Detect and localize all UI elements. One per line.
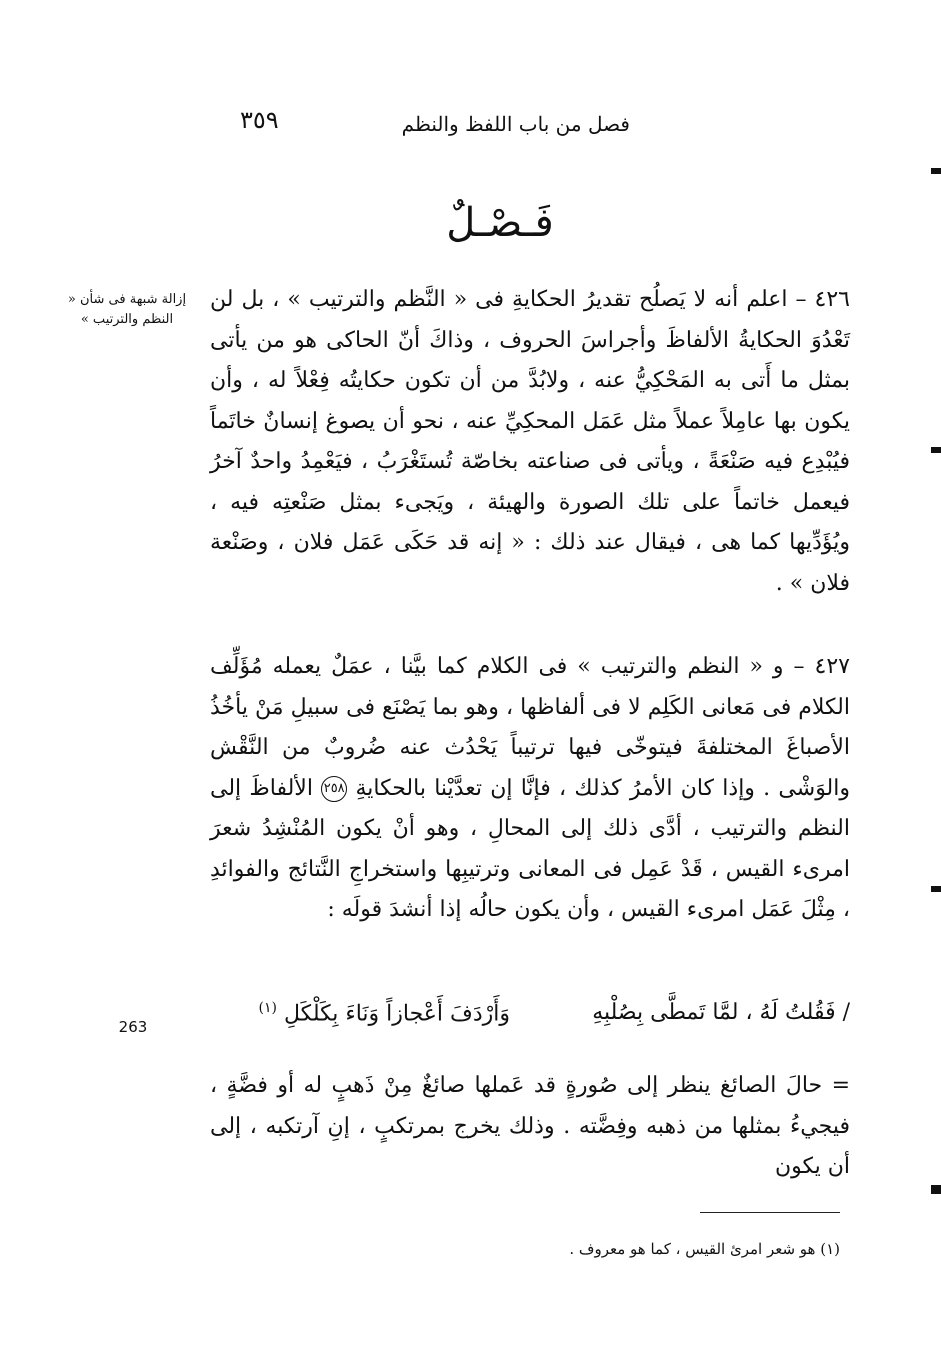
paragraph-text-a: ٤٢٧ – و « النظم والترتيب » فى الكلام كما بيَّنا ، عمَلٌ يعمله مُؤَلِّف الكلام فى مَعانى الكَلِم لا فى ألفاظها ، وهو بما يَصْنَع فى سبيلِ مَنْ يأخُذُ الأصباغَ المختلفةَ فيتوخّى فيها ترتيباً يَحْدُث عنه ضُروبٌ من النَّقْش والوَشْى . وإذا كان الأمرُ كذلك ، فإنَّا إن تعدَّيْنا بالحكايةِ bbox=[210, 654, 850, 801]
continuation-paragraph bbox=[210, 1066, 850, 1188]
paragraph-text-part-1 bbox=[210, 647, 850, 931]
paragraph-text: ٤٢٦ – اعلم أنه لا يَصلُح تقديرُ الحكايةِ فى « النَّظم والترتيب » ، بل لن تَعْدُوَ الحكايةُ الألفاظَ وأجراسَ الحروف ، وذاكَ أنّ الحاكى هو من يأتى بمثل ما أَتى به المَحْكِيُّ عنه ، ولابُدَّ من أن تكون حكايتُه فِعْلاً له ، وأن يكون بها عامِلاً عملاً مثل عَمَل المحكِيِّ عنه ، نحو أن يصوغ إنسانٌ خاتَماً فيُبْدِع فيه صَنْعَةً ، ويأتى فى صناعته بخاصّة تُستَغْرَبُ ، فيَعْمِدُ واحدٌ آخرُ فيعمل خاتماً على تلك الصورة والهيئة ، ويَجىء بمثل صَنْعتِه فيه ، ويُؤَدِّيها كما هى ، فيقال عند ذلك : « إنه قد حَكَى عَمَل فلان ، وصَنْعة فلان » . bbox=[210, 287, 850, 596]
verse-hemistich-2: وَأَرْدَفَ أَعْجازاً وَنَاءَ بِكَلْكَلِ bbox=[284, 1001, 510, 1027]
verse-hemistich-2-group bbox=[259, 1000, 510, 1026]
running-header-title: فصل من باب اللفظ والنظم bbox=[401, 112, 630, 136]
paragraph-427 bbox=[210, 647, 850, 931]
edge-mark bbox=[931, 1185, 941, 1194]
original-page-marker: ٢٥٨ bbox=[321, 776, 347, 802]
footnote: (١) هو شعر امرئ القيس ، كما هو معروف . bbox=[569, 1240, 840, 1258]
page-number: ٣٥٩ bbox=[240, 106, 279, 134]
margin-note: إزالة شبهة فى شأن « النظم والترتيب » bbox=[67, 292, 187, 327]
paragraph-text-b: الألفاظَ إلى النظم والترتيب ، أدَّى ذلك إلى المحالِ ، وهو أنْ يكون المُنْشِدُ شعرَ امرىء القيس ، قَدْ عَمِل فى المعانى وترتيبِها واستخراجِ النَّتائج والفوائدِ ، مِثْلَ عَمَل امرىء القيس ، وأن يكون حالُه إذا أنشدَ قولَه : bbox=[210, 775, 850, 922]
footnote-reference: (١) bbox=[258, 1000, 278, 1016]
verse-hemistich-1: / فَقُلتُ لَهُ ، لمَّا تَمطَّى بِصُلْبِهِ bbox=[592, 1000, 850, 1025]
continuation-text: = حالَ الصائغ ينظر إلى صُورةٍ قد عَملها صائغٌ مِنْ ذَهبٍ له أو فضَّةٍ ، فيجيءُ بمثلها من ذهبه وفِضَّته . وذلك يخرج بمرتكبٍ ، إنِ آرتكبه ، إلى أن يكون bbox=[210, 1073, 850, 1179]
poetry-verse bbox=[230, 1000, 850, 1040]
edge-mark bbox=[931, 168, 941, 174]
margin-page-number: 263 bbox=[118, 1018, 148, 1036]
footnote-rule bbox=[700, 1212, 840, 1213]
section-title: فَـصْـلٌ bbox=[446, 200, 554, 246]
edge-mark bbox=[931, 886, 941, 892]
edge-mark bbox=[931, 447, 941, 453]
paragraph-426 bbox=[210, 280, 850, 604]
